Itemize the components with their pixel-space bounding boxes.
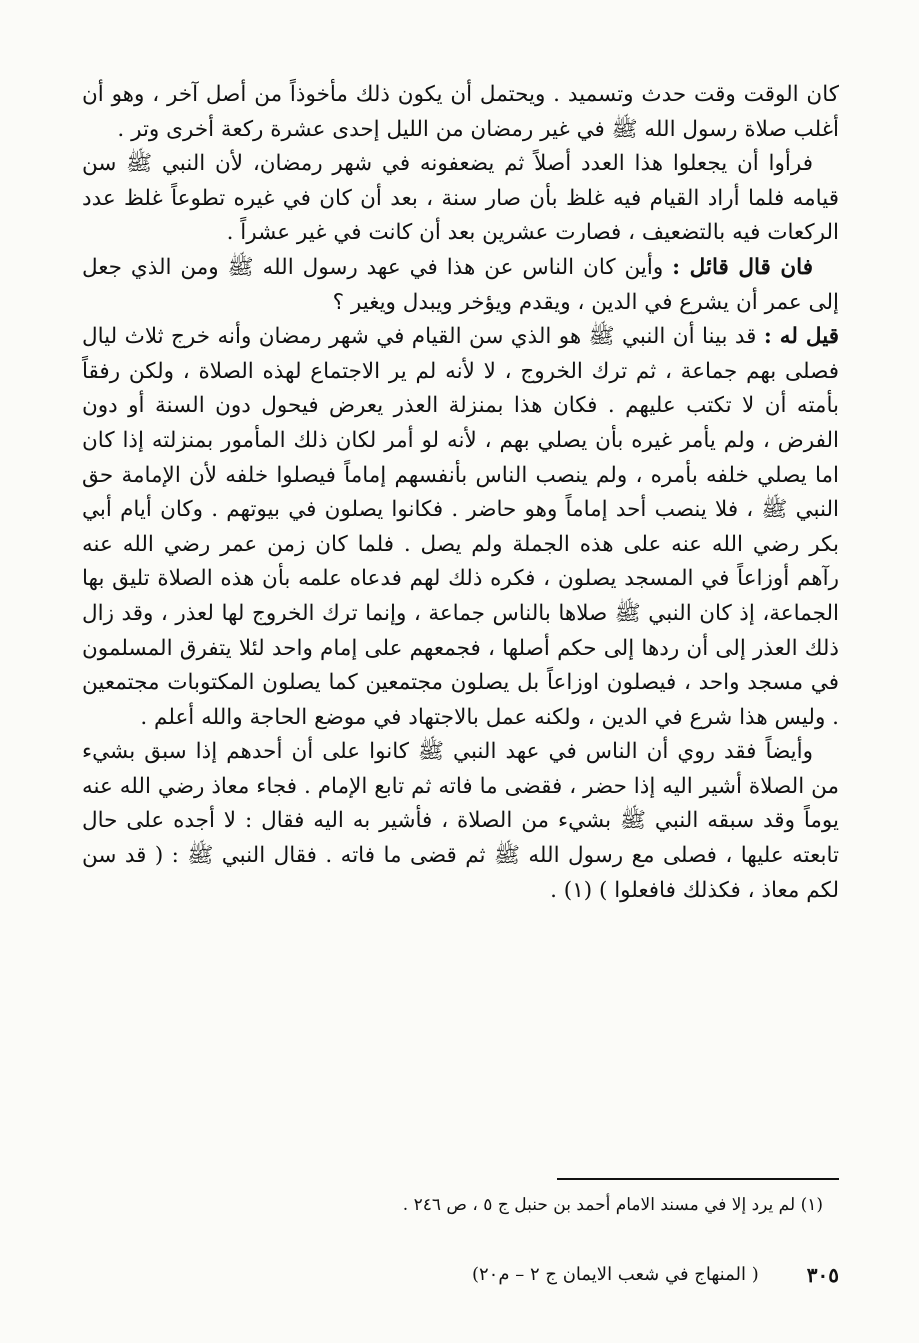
footnote: (١) لم يرد إلا في مسند الامام أحمد بن حنبل ج ٥ ، ص ٢٤٦ . <box>402 1195 823 1215</box>
question-lead: فان قال قائل : <box>672 254 813 280</box>
main-text <box>82 78 839 908</box>
paragraph-4-text: قد بينا أن النبي ﷺ هو الذي سن القيام في شهر رمضان وأنه خرج ثلاث ليال فصلى بهم جماعة ، ثم ترك الخروج ، لا لأنه لم ير الاجتماع لهذه الصلاة ، ولكن رفقاً بأمته أن لا تكتب عليهم . فكان هذا بمنزلة العذر يعرض فيحول دون السنة أو دون الفرض ، ولم يأمر غيره بأن يصلي بهم ، لأنه لو أمر لكان ذلك المأمور بمنزلته إذا كان اما يصلي خلفه بأمره ، ولم ينصب الناس بأنفسهم إماماً فيصلوا خلفه لأن الإمامة حق النبي ﷺ ، فلا ينصب أحد إماماً وهو حاضر . فكانوا يصلون في بيوتهم . وكان أيام أبي بكر رضي الله عنه على هذه الجملة ولم يصل . فلما كان زمن عمر رضي الله عنه رآهم أوزاعاً في المسجد يصلون ، فكره ذلك لهم فدعاه علمه بأن هذه الصلاة تليق بها الجماعة، إذ كان النبي ﷺ صلاها بالناس جماعة ، وإنما ترك الخروج لها لعذر ، وقد زال ذلك العذر إلى أن ردها إلى حكم أصلها ، فجمعهم على إمام واحد لئلا يتفرق المسلمون في مسجد واحد ، فيصلون اوزاعاً بل يصلون مجتمعين كما يصلون المكتوبات مجتمعين . وليس هذا شرع في الدين ، ولكنه عمل بالاجتهاد في موضع الحاجة والله أعلم . <box>82 324 839 730</box>
series-title: ( المنهاج في شعب الايمان ج ٢ – م٢٠) <box>471 1264 759 1285</box>
paragraph-4 <box>82 320 839 735</box>
page-footer <box>82 1262 839 1288</box>
paragraph-3-text: وأين كان الناس عن هذا في عهد رسول الله ﷺ ومن الذي جعل إلى عمر أن يشرع في الدين ، ويقدم ويؤخر ويبدل ويغير ؟ <box>82 254 839 315</box>
paragraph-1: كان الوقت وقت حدث وتسميد . ويحتمل أن يكون ذلك مأخوذاً من أصل آخر ، وهو أن أغلب صلاة رسول الله ﷺ في غير رمضان من الليل إحدى عشرة ركعة أخرى وتر . <box>82 82 839 142</box>
paragraph-3 <box>82 251 839 320</box>
answer-lead: قيل له : <box>763 324 839 350</box>
paragraph-5: وأيضاً فقد روي أن الناس في عهد النبي ﷺ كانوا على أن أحدهم إذا سبق بشيء من الصلاة أشير اليه إذا حضر ، فقضى ما فاته ثم تابع الإمام . فجاء معاذ رضي الله عنه يوماً وقد سبقه النبي ﷺ بشيء من الصلاة ، فأشير به اليه فقال : لا أجده على حال تابعته عليها ، فصلى مع رسول الله ﷺ ثم قضى ما فاته . فقال النبي ﷺ : ( قد سن لكم معاذ ، فكذلك فافعلوا ) (١) . <box>82 739 839 903</box>
page-number: ٣٠٥ <box>806 1263 839 1287</box>
paragraph-2: فرأوا أن يجعلوا هذا العدد أصلاً ثم يضعفونه في شهر رمضان، لأن النبي ﷺ سن قيامه فلما أراد القيام فيه غلظ بأن صار سنة ، بعد أن كان في غيره تطوعاً غلظ عدد الركعات فيه بالتضعيف ، فصارت عشرين بعد أن كانت في غير عشراً . <box>82 151 839 246</box>
footnote-divider <box>557 1178 839 1180</box>
